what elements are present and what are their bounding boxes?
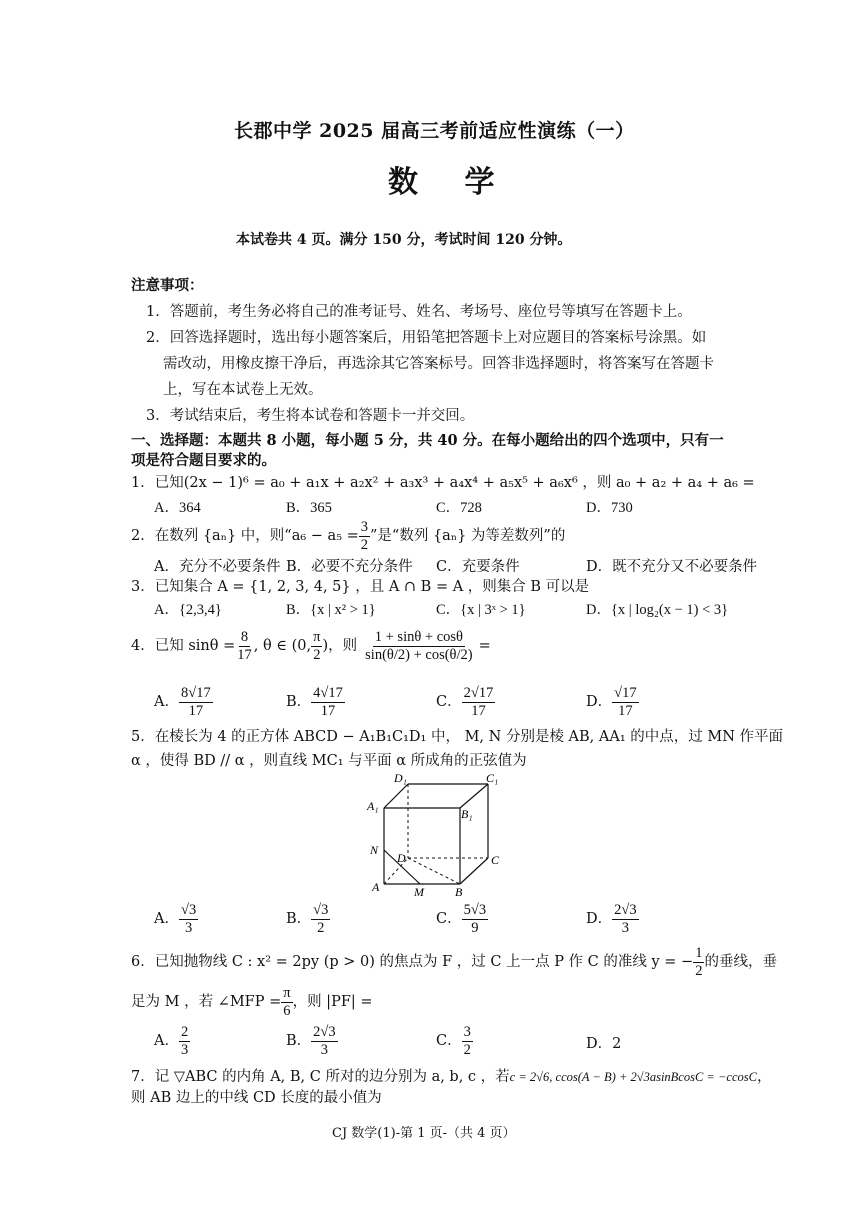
question-3-stem: 3．已知集合 A = {1, 2, 3, 4, 5} ，且 A ∩ B = A ，则集合 B 可以是 [131,579,590,595]
q6-option-a [154,1025,190,1058]
q4-option-b-num: 4√17 [311,686,345,703]
q1-option-a: A．364 [154,500,201,516]
q3-option-c: C．{x | 3ˣ > 1} [436,602,526,618]
label-A: A [372,880,380,894]
q4-big-den: sin(θ/2) + cos(θ/2) [365,647,473,664]
q6-line1-pre: 6．已知抛物线 C : x² = 2py (p > 0) 的焦点为 F ，过 C 上一点 P 作 C 的准线 y = − [131,954,694,971]
question-5-line1: 5．在棱长为 4 的正方体 ABCD − A₁B₁C₁D₁ 中， M, N 分别是棱 AB, AA₁ 的中点，过 MN 作平面 [131,729,784,745]
label-N: N [370,843,379,857]
q6-line2-pre: 足为 M ，若 ∠MFP = [131,994,282,1011]
q6-option-c-label: C． [436,1033,462,1050]
q2-option-b: B．必要不充分条件 [286,559,413,575]
q6-option-a-den: 3 [180,1042,189,1059]
q4-option-a-label: A． [154,694,179,711]
q5-option-b-num: √3 [311,903,330,920]
q2-frac-num: 3 [359,520,370,537]
note-item: 2．回答选择题时，选出每小题答案后，用铅笔把答题卡上对应题目的答案标号涂黑。如 [146,330,707,346]
q4-option-d-den: 17 [618,703,633,720]
q4-f2-den: 2 [313,647,321,664]
q5-option-a-num: √3 [179,903,198,920]
q4-option-d-num: √17 [612,686,638,703]
question-7-line1 [131,1070,771,1085]
q5-options [154,903,754,943]
q4-option-d-label: D． [586,694,613,711]
q1-option-b: B．365 [286,500,332,516]
q5-option-d-den: 3 [621,920,629,937]
q4-big-fraction [363,630,474,663]
q3-option-a: A．{2,3,4} [154,602,222,618]
label-C1: C₁ [486,771,499,785]
q4-option-b-den: 17 [320,703,336,720]
q6-line1-frac [693,946,704,979]
section-heading-cont: 项是符合题目要求的。 [131,452,276,469]
q5-option-a [154,903,198,936]
q3-option-b: B．{x | x² > 1} [286,602,376,618]
q6-option-c [436,1025,473,1058]
q2-option-d: D．既不充分又不必要条件 [586,559,758,575]
section-heading: 一、选择题：本题共 8 小题，每小题 5 分，共 40 分。在每小题给出的四个选项中，只有一 [131,432,724,449]
q4-option-b-frac [311,686,345,719]
q4-option-a-frac [179,686,213,719]
q6-line1-num: 1 [693,946,704,963]
q4-fraction-1 [235,630,254,663]
q4-option-b-label: B． [286,694,312,711]
label-D1: D₁ [394,771,407,785]
q1-option-d: D．730 [586,500,633,516]
q4-equals: = [478,638,491,655]
q5-option-a-frac [179,903,198,936]
q4-f1-den: 17 [237,647,252,664]
q5-option-c-num: 5√3 [462,903,488,920]
q7-condition: c = 2√6, ccos(A − B) + 2√3asinBcosC = −ccosC [509,1070,757,1084]
q6-option-d [586,1037,621,1052]
q5-option-c [436,903,488,936]
q5-option-d-frac [612,903,638,936]
q6-line1-post: 的垂线，垂 [704,954,777,971]
question-6-line1 [131,946,777,979]
q6-option-a-frac [179,1025,190,1058]
label-D: D [397,851,406,865]
q4-option-c-num: 2√17 [462,686,496,703]
q5-option-a-den: 3 [184,920,193,937]
q4-option-a [154,686,213,719]
q6-option-b-den: 3 [320,1042,329,1059]
cube-figure [362,770,522,900]
q5-option-c-frac [462,903,488,936]
q1-option-c: C．728 [436,500,482,516]
q5-option-d [586,903,639,936]
note-item: 3．考试结束后，考生将本试卷和答题卡一并交回。 [146,408,475,424]
q2-stem-post: ”是“数列 {aₙ} 为等差数列”的 [370,528,566,545]
exam-intro: 本试卷共 4 页。满分 150 分，考试时间 120 分钟。 [236,232,572,248]
q6-option-c-num: 3 [462,1025,473,1042]
q4-option-c-frac [462,686,496,719]
q7-line1-post: ， [756,1069,772,1085]
question-2-stem [131,520,565,553]
q6-option-b-num: 2√3 [311,1025,337,1042]
q3-option-d: D．{x | log₂(x − 1) < 3} [586,602,729,618]
question-5-line2: α ，使得 BD // α ，则直线 MC₁ 与平面 α 所成角的正弦值为 [131,753,527,769]
note-item: 1．答题前，考生务必将自己的准考证号、姓名、考场号、座位号等填写在答题卡上。 [146,304,692,320]
q4-option-d [586,686,639,719]
q6-option-a-label: A． [154,1033,179,1050]
q4-option-c-den: 17 [471,703,486,720]
q4-option-c [436,686,495,719]
label-M: M [414,885,424,899]
q4-option-b [286,686,345,719]
q5-option-b-label: B． [286,911,312,928]
exam-title: 长郡中学 2025 届高三考前适应性演练（一） [234,120,635,142]
q6-option-d-label: D．2 [586,1036,622,1052]
q6-line1-den: 2 [695,963,703,980]
q6-line2-den: 6 [283,1003,291,1020]
q4-stem-mid: , θ ∈ (0, [253,638,312,655]
q6-option-b-label: B． [286,1033,312,1050]
q5-option-d-label: D． [586,911,613,928]
q6-option-b [286,1025,338,1058]
q6-option-b-frac [311,1025,337,1058]
q4-option-a-den: 17 [188,703,204,720]
q6-option-c-den: 2 [463,1042,471,1059]
question-1-stem: 1．已知(2x − 1)⁶ = a₀ + a₁x + a₂x² + a₃x³ + a₄x⁴ + a₅x⁵ + a₆x⁶ ，则 a₀ + a₂ + a₄ + a₆ = [131,475,755,491]
q4-f1-num: 8 [239,630,250,647]
q4-f2-num: π [311,630,322,647]
question-4-stem [131,630,491,663]
q2-stem-pre: 2．在数列 {aₙ} 中，则“a₆ − a₅ = [131,528,359,545]
label-B: B [455,885,463,899]
q5-option-c-den: 9 [471,920,479,937]
q6-line2-num: π [281,986,292,1003]
q4-option-d-frac [612,686,638,719]
q4-fraction-2 [311,630,322,663]
notes-heading: 注意事项： [131,277,204,294]
q6-option-a-num: 2 [179,1025,190,1042]
note-item: 上，写在本试卷上无效。 [163,382,323,398]
q2-option-c: C．充要条件 [436,559,520,575]
subject-title: 数 学 [388,165,513,200]
q4-options [154,686,754,726]
q5-option-c-label: C． [436,911,462,928]
question-7-line2: 则 AB 边上的中线 CD 长度的最小值为 [131,1090,382,1106]
q5-option-d-num: 2√3 [612,903,638,920]
q5-option-a-label: A． [154,911,179,928]
page-footer: CJ 数学(1)-第 1 页-（共 4 页） [332,1126,516,1141]
q4-option-c-label: C． [436,694,462,711]
label-B1: B₁ [461,807,473,821]
q2-frac-den: 2 [360,537,369,554]
q2-fraction [359,520,370,553]
q4-stem-mid2: )，则 [322,638,358,655]
q6-line2-frac [281,986,292,1019]
note-item: 需改动，用橡皮擦干净后，再选涂其它答案标号。回答非选择题时，将答案写在答题卡 [163,356,714,372]
q6-line2-post: ，则 |PF| = [292,994,373,1011]
q6-option-c-frac [462,1025,473,1058]
q6-options [154,1025,754,1065]
q4-stem-pre: 4．已知 sinθ = [131,638,236,655]
question-6-line2 [131,986,373,1019]
q5-option-b-den: 2 [317,920,325,937]
q5-option-b-frac [311,903,330,936]
label-C: C [491,853,500,867]
label-A1: A₁ [367,799,379,813]
q4-option-a-num: 8√17 [179,686,213,703]
q2-option-a: A．充分不必要条件 [154,559,281,575]
q4-big-num: 1 + sinθ + cosθ [373,630,465,647]
q7-line1-pre: 7．记 ▽ABC 的内角 A, B, C 所对的边分别为 a, b, c ，若 [131,1069,510,1085]
q5-option-b [286,903,330,936]
